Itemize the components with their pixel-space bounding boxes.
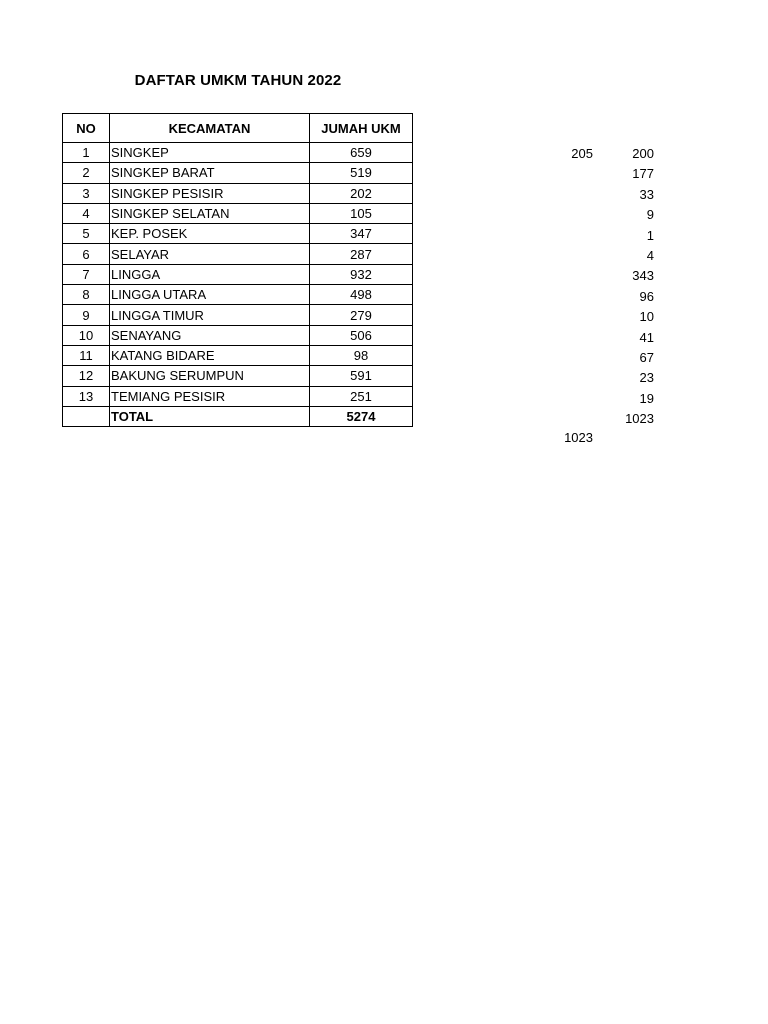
table-row xyxy=(63,325,413,345)
cell-kecamatan: LINGGA UTARA xyxy=(110,285,310,305)
side-value: 177 xyxy=(632,166,654,182)
table-row xyxy=(63,244,413,264)
cell-kecamatan: SINGKEP SELATAN xyxy=(110,203,310,223)
cell-jumlah: 251 xyxy=(310,386,413,406)
cell-no: 11 xyxy=(63,345,110,365)
cell-no: 4 xyxy=(63,203,110,223)
cell-jumlah: 498 xyxy=(310,285,413,305)
table-total-row xyxy=(63,406,413,426)
page-title: DAFTAR UMKM TAHUN 2022 xyxy=(134,72,342,89)
table-row xyxy=(63,163,413,183)
cell-kecamatan: LINGGA TIMUR xyxy=(110,305,310,325)
side-value: 67 xyxy=(639,349,654,365)
cell-jumlah: 287 xyxy=(310,244,413,264)
cell-no: 8 xyxy=(63,285,110,305)
cell-no: 2 xyxy=(63,163,110,183)
cell-kecamatan: LINGGA xyxy=(110,264,310,284)
header-kecamatan: KECAMATAN xyxy=(110,114,310,143)
total-cell-jumlah: 5274 xyxy=(310,406,413,426)
table-row xyxy=(63,264,413,284)
table-row xyxy=(63,203,413,223)
cell-jumlah: 519 xyxy=(310,163,413,183)
header-jumlah: JUMAH UKM xyxy=(310,114,413,143)
side-column-a xyxy=(540,144,593,164)
side-value: 41 xyxy=(639,329,654,345)
side-value: 23 xyxy=(639,370,654,386)
table-row xyxy=(63,305,413,325)
side-value: 1023 xyxy=(625,411,654,427)
cell-no: 6 xyxy=(63,244,110,264)
side-value: 33 xyxy=(639,186,654,202)
cell-jumlah: 506 xyxy=(310,325,413,345)
umkm-table xyxy=(62,113,413,427)
cell-jumlah: 202 xyxy=(310,183,413,203)
cell-no: 1 xyxy=(63,143,110,163)
cell-no: 13 xyxy=(63,386,110,406)
header-no: NO xyxy=(63,114,110,143)
cell-kecamatan: TEMIANG PESISIR xyxy=(110,386,310,406)
side-value: 19 xyxy=(639,390,654,406)
total-cell-no xyxy=(63,406,110,426)
side-column-a-bottom: 1023 xyxy=(564,430,593,445)
cell-jumlah: 105 xyxy=(310,203,413,223)
cell-jumlah: 591 xyxy=(310,366,413,386)
total-cell-kecamatan: TOTAL xyxy=(110,406,310,426)
table-row xyxy=(63,366,413,386)
cell-no: 5 xyxy=(63,224,110,244)
cell-no: 3 xyxy=(63,183,110,203)
cell-jumlah: 98 xyxy=(310,345,413,365)
table-row xyxy=(63,285,413,305)
side-value: 10 xyxy=(639,309,654,325)
side-column-b xyxy=(600,144,654,429)
table-row xyxy=(63,345,413,365)
table-header-row xyxy=(63,114,413,143)
cell-jumlah: 659 xyxy=(310,143,413,163)
table-row xyxy=(63,143,413,163)
side-value: 205 xyxy=(571,146,593,161)
cell-kecamatan: SINGKEP BARAT xyxy=(110,163,310,183)
cell-jumlah: 932 xyxy=(310,264,413,284)
side-value: 1 xyxy=(646,227,654,243)
table-row xyxy=(63,386,413,406)
cell-jumlah: 279 xyxy=(310,305,413,325)
cell-kecamatan: KEP. POSEK xyxy=(110,224,310,244)
cell-no: 12 xyxy=(63,366,110,386)
cell-kecamatan: SENAYANG xyxy=(110,325,310,345)
cell-kecamatan: SELAYAR xyxy=(110,244,310,264)
side-value: 343 xyxy=(632,268,654,284)
cell-no: 7 xyxy=(63,264,110,284)
cell-kecamatan: KATANG BIDARE xyxy=(110,345,310,365)
cell-kecamatan: SINGKEP PESISIR xyxy=(110,183,310,203)
side-value: 9 xyxy=(646,207,654,223)
cell-kecamatan: BAKUNG SERUMPUN xyxy=(110,366,310,386)
cell-kecamatan: SINGKEP xyxy=(110,143,310,163)
table-row xyxy=(63,224,413,244)
cell-jumlah: 347 xyxy=(310,224,413,244)
side-value: 96 xyxy=(639,288,654,304)
side-value: 200 xyxy=(632,146,654,161)
cell-no: 9 xyxy=(63,305,110,325)
side-value: 4 xyxy=(646,247,654,263)
cell-no: 10 xyxy=(63,325,110,345)
table-row xyxy=(63,183,413,203)
